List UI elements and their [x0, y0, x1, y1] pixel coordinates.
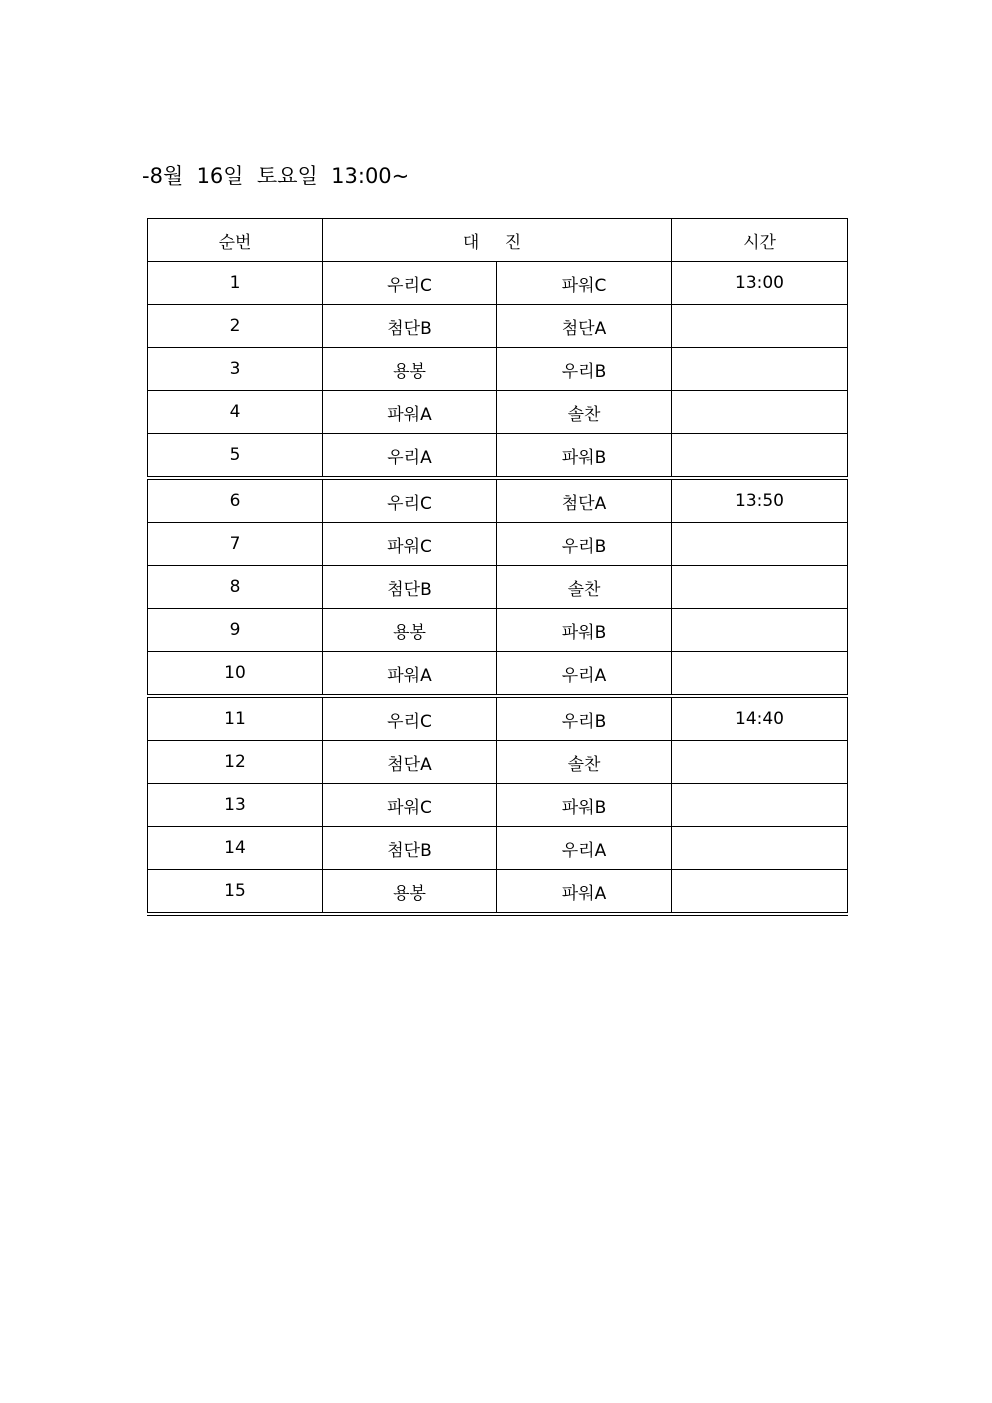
- team-a-cell: 우리C: [323, 696, 497, 741]
- table-row: [148, 741, 848, 784]
- time-cell: [672, 609, 848, 652]
- team-a-cell: 파워C: [323, 784, 497, 827]
- team-a-cell: 용봉: [323, 609, 497, 652]
- team-b-cell: 우리A: [497, 827, 672, 870]
- table-row: [148, 870, 848, 915]
- team-b-cell: 솔찬: [497, 391, 672, 434]
- table-row: [148, 784, 848, 827]
- time-cell: [672, 391, 848, 434]
- row-number: 12: [148, 741, 323, 784]
- header-order: 순번: [148, 219, 323, 262]
- table-row: [148, 348, 848, 391]
- table-row: [148, 696, 848, 741]
- team-b-cell: 파워B: [497, 784, 672, 827]
- row-number: 15: [148, 870, 323, 915]
- team-a-cell: 첨단A: [323, 741, 497, 784]
- table-row: [148, 262, 848, 305]
- time-cell: 13:50: [672, 478, 848, 523]
- table-row: [148, 434, 848, 479]
- team-a-cell: 용봉: [323, 348, 497, 391]
- team-a-cell: 우리A: [323, 434, 497, 479]
- team-a-cell: 파워A: [323, 652, 497, 697]
- team-a-cell: 첨단B: [323, 566, 497, 609]
- team-a-cell: 우리C: [323, 478, 497, 523]
- team-b-cell: 첨단A: [497, 305, 672, 348]
- time-cell: [672, 348, 848, 391]
- time-cell: [672, 741, 848, 784]
- table-row: [148, 305, 848, 348]
- team-a-cell: 파워A: [323, 391, 497, 434]
- team-b-cell: 우리B: [497, 696, 672, 741]
- header-time: 시간: [672, 219, 848, 262]
- table-row: [148, 566, 848, 609]
- time-cell: [672, 784, 848, 827]
- schedule-body: [148, 219, 848, 915]
- table-row: [148, 478, 848, 523]
- time-cell: [672, 305, 848, 348]
- row-number: 6: [148, 478, 323, 523]
- row-number: 1: [148, 262, 323, 305]
- row-number: 3: [148, 348, 323, 391]
- row-number: 9: [148, 609, 323, 652]
- match-schedule-table: [147, 218, 848, 916]
- row-number: 11: [148, 696, 323, 741]
- row-number: 13: [148, 784, 323, 827]
- row-number: 10: [148, 652, 323, 697]
- team-b-cell: 파워B: [497, 434, 672, 479]
- table-header-row: [148, 219, 848, 262]
- team-b-cell: 우리B: [497, 523, 672, 566]
- table-row: [148, 652, 848, 697]
- table-row: [148, 827, 848, 870]
- row-number: 2: [148, 305, 323, 348]
- team-b-cell: 첨단A: [497, 478, 672, 523]
- team-b-cell: 우리A: [497, 652, 672, 697]
- table-row: [148, 609, 848, 652]
- time-cell: [672, 523, 848, 566]
- team-a-cell: 우리C: [323, 262, 497, 305]
- team-b-cell: 파워A: [497, 870, 672, 915]
- schedule-heading: -8월 16일 토요일 13:00~: [142, 164, 410, 188]
- table-row: [148, 391, 848, 434]
- team-a-cell: 첨단B: [323, 827, 497, 870]
- team-b-cell: 솔찬: [497, 566, 672, 609]
- header-match: 대 진: [323, 219, 672, 262]
- team-b-cell: 파워C: [497, 262, 672, 305]
- row-number: 14: [148, 827, 323, 870]
- time-cell: 14:40: [672, 696, 848, 741]
- team-a-cell: 파워C: [323, 523, 497, 566]
- row-number: 7: [148, 523, 323, 566]
- team-b-cell: 우리B: [497, 348, 672, 391]
- team-a-cell: 첨단B: [323, 305, 497, 348]
- time-cell: [672, 827, 848, 870]
- table-row: [148, 523, 848, 566]
- row-number: 4: [148, 391, 323, 434]
- time-cell: [672, 652, 848, 697]
- row-number: 5: [148, 434, 323, 479]
- team-b-cell: 파워B: [497, 609, 672, 652]
- row-number: 8: [148, 566, 323, 609]
- time-cell: [672, 434, 848, 479]
- time-cell: 13:00: [672, 262, 848, 305]
- team-b-cell: 솔찬: [497, 741, 672, 784]
- time-cell: [672, 870, 848, 915]
- team-a-cell: 용봉: [323, 870, 497, 915]
- time-cell: [672, 566, 848, 609]
